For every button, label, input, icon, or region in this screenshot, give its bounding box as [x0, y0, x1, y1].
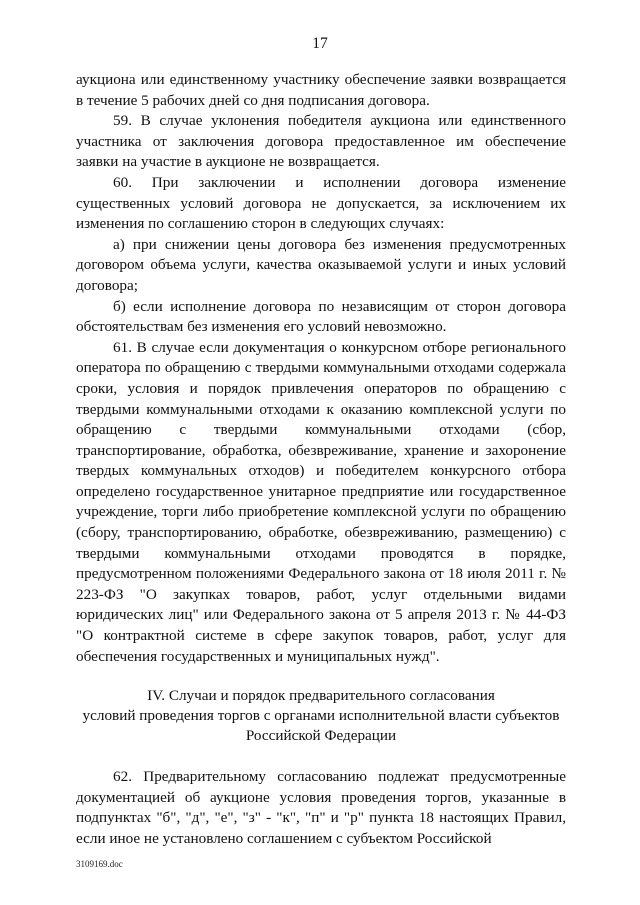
- page-number: 17: [312, 35, 328, 52]
- paragraphs-top: [76, 70, 566, 667]
- paragraph-p60: 60. При заключении и исполнении договора изменение существенных условий договора не допускается, за исключением их изменения по соглашению сторон в следующих случаях:: [76, 173, 566, 233]
- paragraph-p62: 62. Предварительному согласованию подлежат предусмотренные документацией об аукционе условия проведения торгов, указанные в подпунктах "б", "д", "е", "з" - "к", "п" и "р" пункта 18 настоящих Правил, если иное не установлено соглашением с субъектом Российской: [76, 768, 566, 847]
- section-heading-line-1: IV. Случаи и порядок предварительного согласования: [147, 687, 495, 705]
- paragraph-p-cont: аукциона или единственному участнику обеспечение заявки возвращается в течение 5 рабочих дней со дня подписания договора.: [76, 71, 566, 109]
- section-heading: [76, 686, 566, 746]
- paragraph-p61: 61. В случае если документация о конкурсном отборе регионального оператора по обращению с твердыми коммунальными отходами содержала сроки, условия и порядок привлечения операторов по обращению с твердыми коммунальными отходами к оказанию комплексной услуги по обращению с твердыми коммунальными отходами (сбор, транспортирование, обработка, обезвреживание, хранение и захоронение твердых коммунальных отходов) и победителем конкурсного отбора определено государственное унитарное предприятие или государственное учреждение, торги либо приобретение комплексной услуги по обращению (сбору, транспортированию, обработке, обезвреживанию, размещению) с твердыми коммунальными отходами проводятся в порядке, предусмотренном положениями Федерального закона от 18 июля 2011 г. № 223-ФЗ "О закупках товаров, работ, услуг отдельными видами юридических лиц" или Федерального закона от 5 апреля 2013 г. № 44-ФЗ "О контрактной системе в сфере закупок товаров, работ, услуг для обеспечения государственных и муниципальных нужд".: [76, 338, 566, 665]
- paragraph-p60b: б) если исполнение договора по независящим от сторон договора обстоятельствам без изменения его условий невозможно.: [76, 297, 566, 336]
- spacer: [76, 746, 566, 767]
- paragraph-p60a: а) при снижении цены договора без изменения предусмотренных договором объема услуги, качества оказываемой услуги и иных условий договора;: [76, 235, 566, 294]
- document-body: [76, 70, 566, 850]
- paragraph-p59: 59. В случае уклонения победителя аукциона или единственного участника от заключения договора предоставленное им обеспечение заявки на участие в аукционе не возвращается.: [76, 112, 566, 171]
- section-heading-line-3: Российской Федерации: [245, 727, 397, 745]
- paragraphs-bottom: [76, 767, 566, 849]
- footer-filename: 3109169.doc: [76, 859, 123, 869]
- section-heading-line-2: условий проведения торгов с органами исполнительной власти субъектов: [82, 707, 560, 725]
